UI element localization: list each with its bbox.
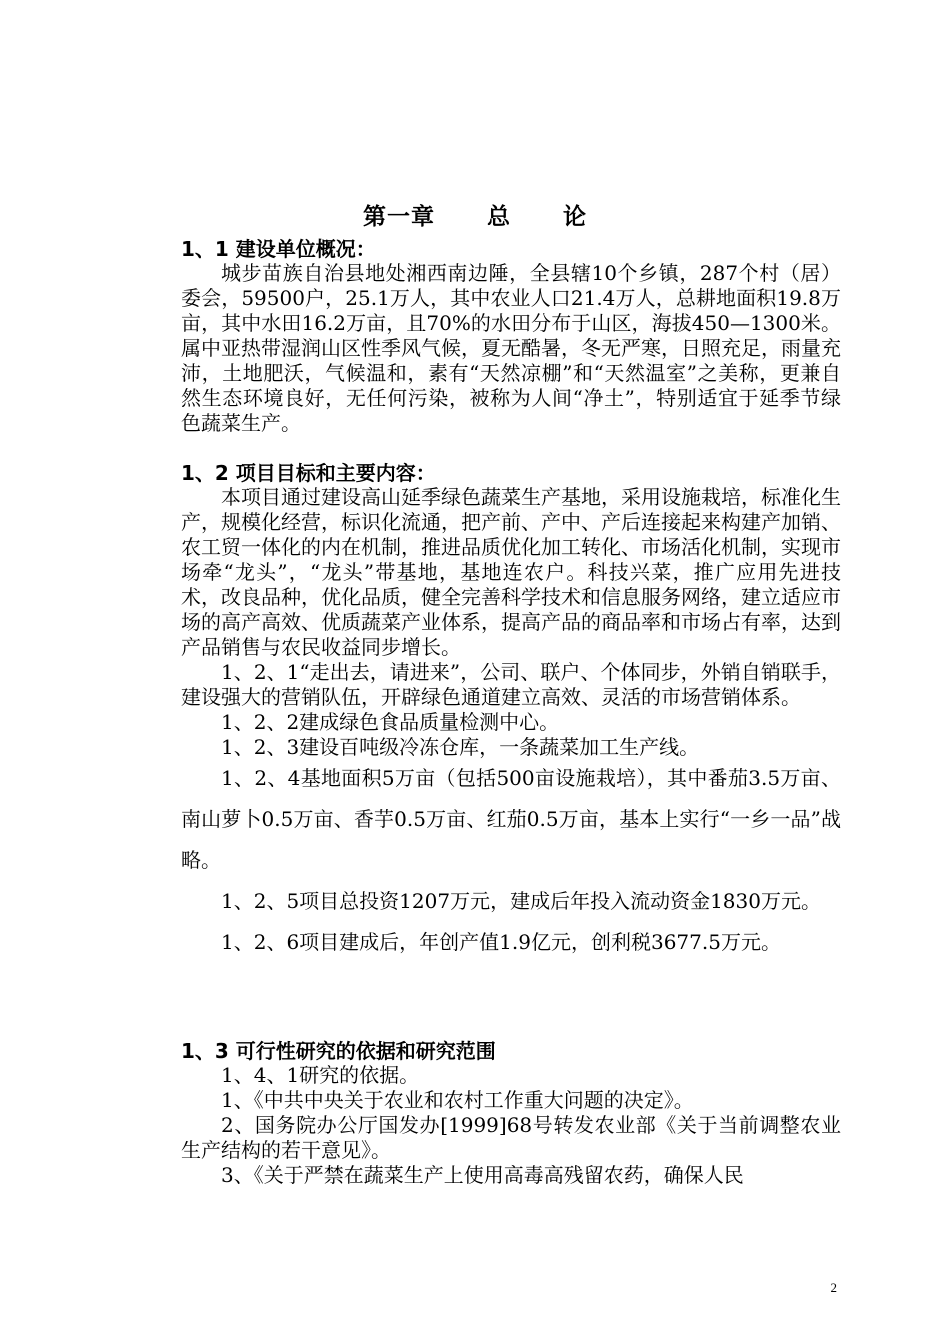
section-3-item-4: 3、《关于严禁在蔬菜生产上使用高毒高残留农药，确保人民	[221, 1163, 744, 1187]
chapter-title	[0, 198, 950, 231]
section-2-item-6: 1、2、6项目建成后，年创产值1.9亿元，创利税3677.5万元。	[221, 930, 781, 954]
chapter-word-2: 论	[563, 204, 587, 230]
section-1-heading: 1、1 建设单位概况：	[181, 237, 376, 261]
section-3	[181, 1039, 841, 1188]
section-2-paragraph: 本项目通过建设高山延季绿色蔬菜生产基地，采用设施栽培，标准化生产，规模化经营，标识化流通，把产前、产中、产后连接起来构建产加销、农工贸一体化的内在机制，推进品质优化加工转化、市场活化机制，实现市场牵“龙头”，“龙头”带基地，基地连农户。科技兴菜，推广应用先进技术，改良品种，优化品质，健全完善科学技术和信息服务网络，建立适应市场的高产高效、优质蔬菜产业体系，提高产品的商品率和市场占有率，达到产品销售与农民收益同步增长。	[181, 485, 841, 659]
section-1-paragraph: 城步苗族自治县地处湘西南边陲，全县辖10个乡镇，287个村（居）委会，59500户，25.1万人，其中农业人口21.4万人，总耕地面积19.8万亩，其中水田16.2万亩，且70%的水田分布于山区，海拔450—1300米。属中亚热带湿润山区性季风气候，夏无酷暑，冬无严寒，日照充足，雨量充沛，土地肥沃，气候温和，素有“天然凉棚”和“天然温室”之美称，更兼自然生态环境良好，无任何污染，被称为人间“净土”，特别适宜于延季节绿色蔬菜生产。	[181, 261, 841, 435]
chapter-word-1: 总	[487, 204, 511, 230]
section-3-item-2: 1、《中共中央关于农业和农村工作重大问题的决定》。	[221, 1088, 694, 1112]
section-2-item-3: 1、2、3建设百吨级冷冻仓库，一条蔬菜加工生产线。	[221, 735, 700, 759]
section-2	[181, 461, 841, 963]
section-3-item-1: 1、4、1研究的依据。	[221, 1063, 420, 1087]
section-2-item-2: 1、2、2建成绿色食品质量检测中心。	[221, 710, 560, 734]
section-2-heading: 1、2 项目目标和主要内容：	[181, 461, 436, 485]
page-number: 2	[830, 1280, 837, 1295]
section-2-item-5: 1、2、5项目总投资1207万元，建成后年投入流动资金1830万元。	[221, 889, 821, 913]
section-3-item-3: 2、国务院办公厅国发办[1999]68号转发农业部《关于当前调整农业生产结构的若干意见》。	[181, 1113, 841, 1162]
section-3-heading: 1、3 可行性研究的依据和研究范围	[181, 1039, 496, 1063]
section-1	[181, 237, 841, 436]
section-2-item-4: 1、2、4基地面积5万亩（包括500亩设施栽培），其中番茄3.5万亩、南山萝卜0.5万亩、香芋0.5万亩、红茄0.5万亩，基本上实行“一乡一品”战略。	[181, 766, 841, 872]
chapter-prefix: 第一章	[363, 204, 435, 230]
section-2-item-1: 1、2、1“走出去，请进来”，公司、联户、个体同步，外销自销联手，建设强大的营销队伍，开辟绿色通道建立高效、灵活的市场营销体系。	[181, 660, 841, 709]
